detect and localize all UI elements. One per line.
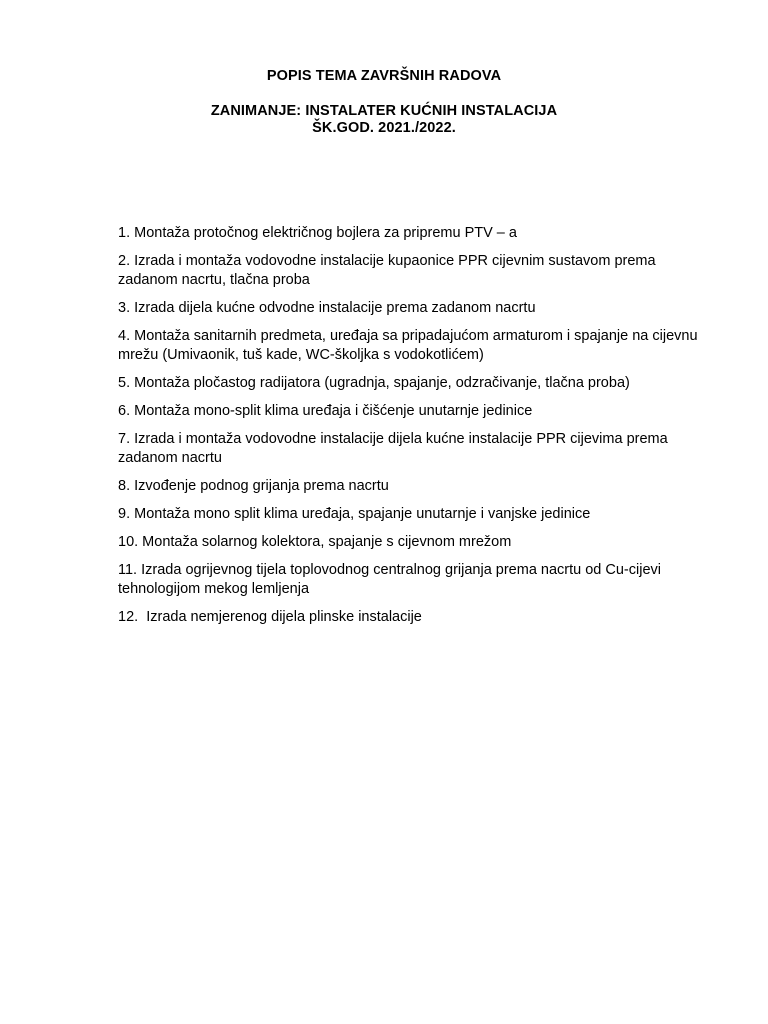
school-year-heading: ŠK.GOD. 2021./2022. (312, 120, 456, 136)
topic-item: 8. Izvođenje podnog grijanja prema nacrtu (118, 478, 389, 494)
topic-item: 4. Montaža sanitarnih predmeta, uređaja sa pripadajućom armaturom i spajanje na cijevnu mrežu (Umivaonik, tuš kade, WC-školjka s vodokotlićem) (118, 328, 702, 363)
topic-item: 9. Montaža mono split klima uređaja, spajanje unutarnje i vanjske jedinice (118, 506, 591, 522)
occupation-heading: ZANIMANJE: INSTALATER KUĆNIH INSTALACIJA (210, 103, 558, 119)
topic-item: 3. Izrada dijela kućne odvodne instalacije prema zadanom nacrtu (118, 300, 536, 316)
topic-item: 2. Izrada i montaža vodovodne instalacije kupaonice PPR cijevnim sustavom prema zadanom nacrtu, tlačna proba (118, 253, 660, 288)
topic-item: 1. Montaža protočnog električnog bojlera za pripremu PTV – a (118, 225, 517, 241)
topic-item: 7. Izrada i montaža vodovodne instalacije dijela kućne instalacije PPR cijevima prema zadanom nacrtu (118, 431, 672, 466)
topic-item: 10. Montaža solarnog kolektora, spajanje s cijevnom mrežom (118, 534, 512, 550)
topic-item: 11. Izrada ogrijevnog tijela toplovodnog centralnog grijanja prema nacrtu od Cu-cijevi tehnologijom mekog lemljenja (118, 562, 666, 597)
topic-item: 12. Izrada nemjerenog dijela plinske instalacije (118, 609, 422, 625)
document-title: POPIS TEMA ZAVRŠNIH RADOVA (266, 68, 502, 84)
topic-item: 5. Montaža pločastog radijatora (ugradnja, spajanje, odzračivanje, tlačna proba) (118, 375, 630, 391)
topic-item: 6. Montaža mono-split klima uređaja i čišćenje unutarnje jedinice (118, 403, 533, 419)
topics-list (118, 224, 702, 636)
